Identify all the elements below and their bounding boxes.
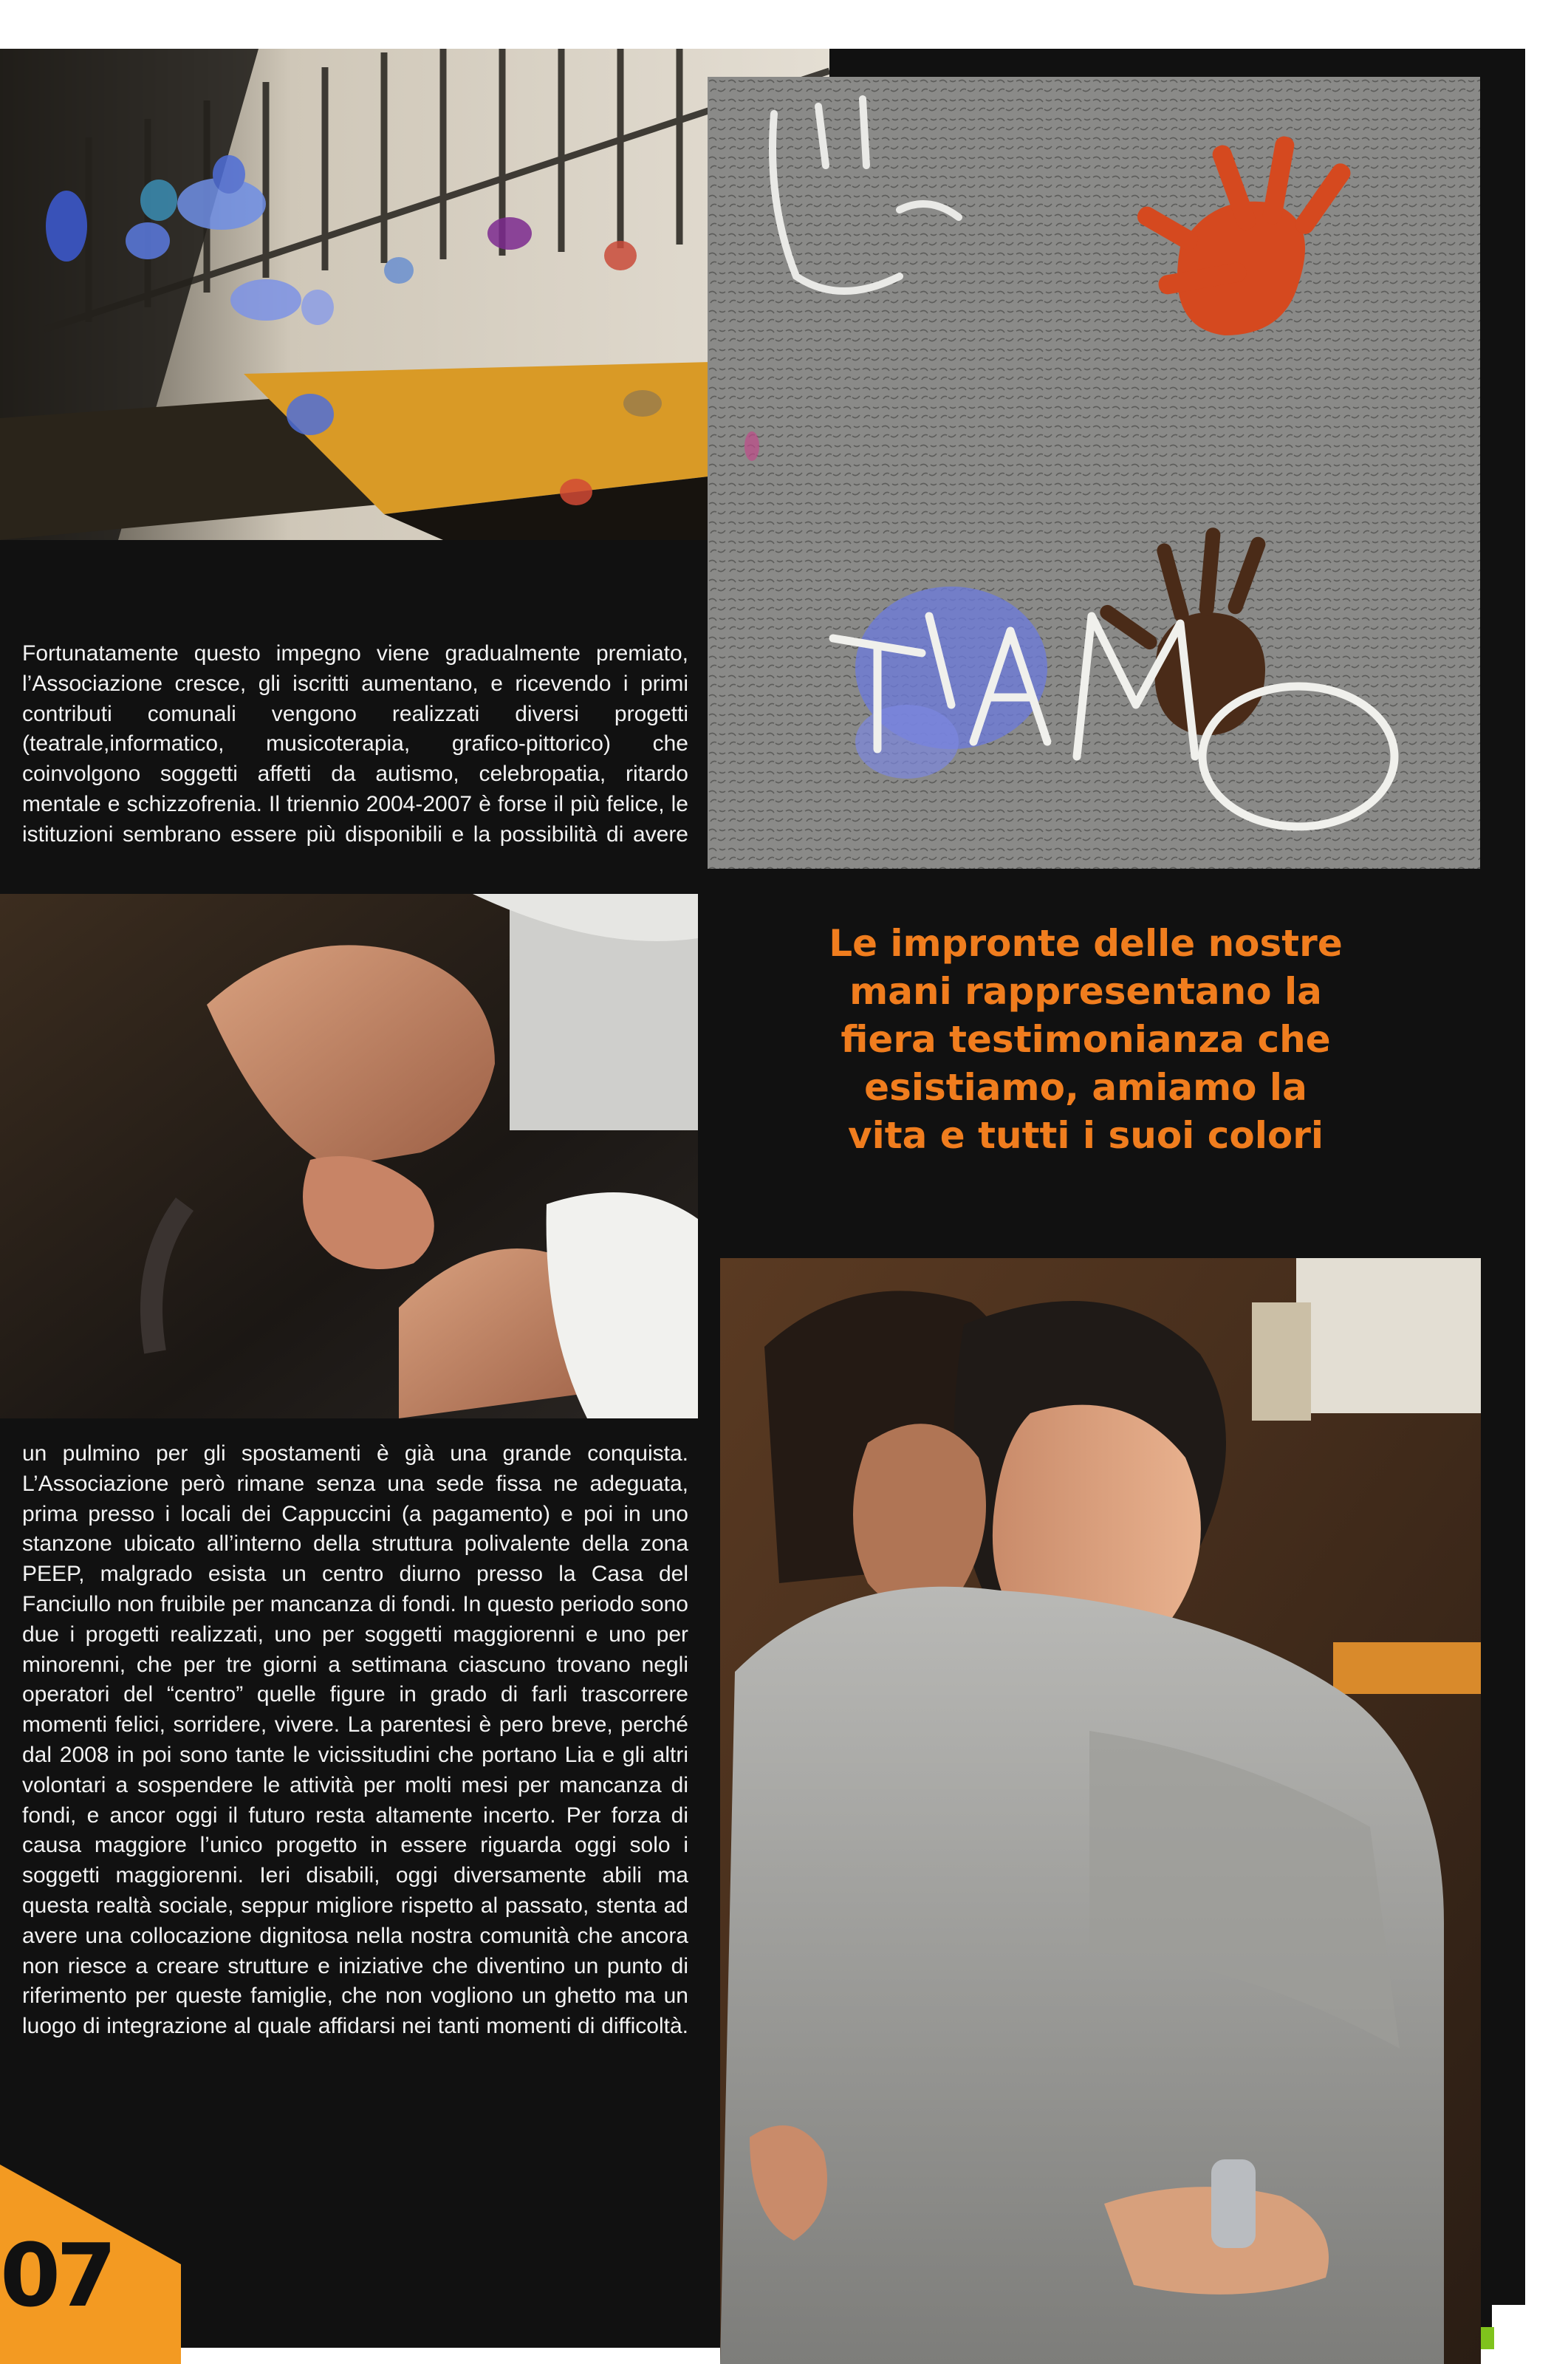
holding-hands-photo xyxy=(0,894,698,1418)
article-paragraph-1: Fortunatamente questo impegno viene gradualmente premiato, l’Associazione cresce, gli iscritti aumentano, e ricevendo i primi contributi comunali vengono realizzati diversi progetti (teatrale,informatico, musicoterapia, grafico-pittorico) che coinvolgono soggetti affetti da autismo, celebropatia, ritardo mentale e schizzofrenia. Il triennio 2004-2007 è forse il più felice, le istituzioni sembrano essere più disponibili e la possibilità di avere xyxy=(22,641,688,847)
pull-quote-line: mani rappresentano la xyxy=(849,970,1322,1013)
pull-quote-line: fiera testimonianza che xyxy=(841,1018,1331,1061)
page-margin-top xyxy=(0,0,1568,49)
pull-quote-line: Le impronte delle nostre xyxy=(829,922,1343,965)
railing-handprints-photo xyxy=(0,49,829,540)
pull-quote xyxy=(761,920,1411,1160)
page-number: 07 xyxy=(0,2224,113,2326)
embrace-photo xyxy=(720,1258,1481,2364)
chalk-handprints-photo xyxy=(708,77,1480,869)
page-margin-right xyxy=(1525,0,1568,2364)
pull-quote-line: vita e tutti i suoi colori xyxy=(847,1114,1324,1157)
article-paragraph-2: un pulmino per gli spostamenti è già una grande conquista. L’Associazione però rimane senza una sede fissa ne adeguata, prima presso i locali dei Cappuccini (a pagamento) e poi in uno stanzone ubicato all’interno della struttura polivalente della zona PEEP, malgrado esista un centro diurno presso la Casa del Fanciullo non fruibile per mancanza di fondi. In questo periodo sono due i progetti realizzati, uno per soggetti maggiorenni e uno per minorenni, che per tre giorni a settimana ciascuno trovano negli operatori del “centro” quelle figure in grado di farli trascorrere momenti felici, sorridere, vivere. La parentesi è pero breve, perché dal 2008 in poi sono tante le vicissitudini che portano Lia e gli altri volontari a sospendere le attività per molti mesi per mancanza di fondi, e ancor oggi il futuro resta altamente incerto. Per forza di causa maggiore l’unico progetto in essere riguarda oggi solo i soggetti maggiorenni. Ieri disabili, oggi diversamente abili ma questa realtà sociale, seppur migliore rispetto al passato, stenta ad avere una collocazione dignitosa nella nostra comunità che ancora non riesce a creare strutture e iniziative che diventino un punto di riferimento per queste famiglie, che non vogliono un ghetto ma un luogo di integrazione al quale affidarsi nei tanti momenti di difficoltà. xyxy=(22,1441,688,2039)
pull-quote-line: esistiamo, amiamo la xyxy=(864,1066,1307,1109)
